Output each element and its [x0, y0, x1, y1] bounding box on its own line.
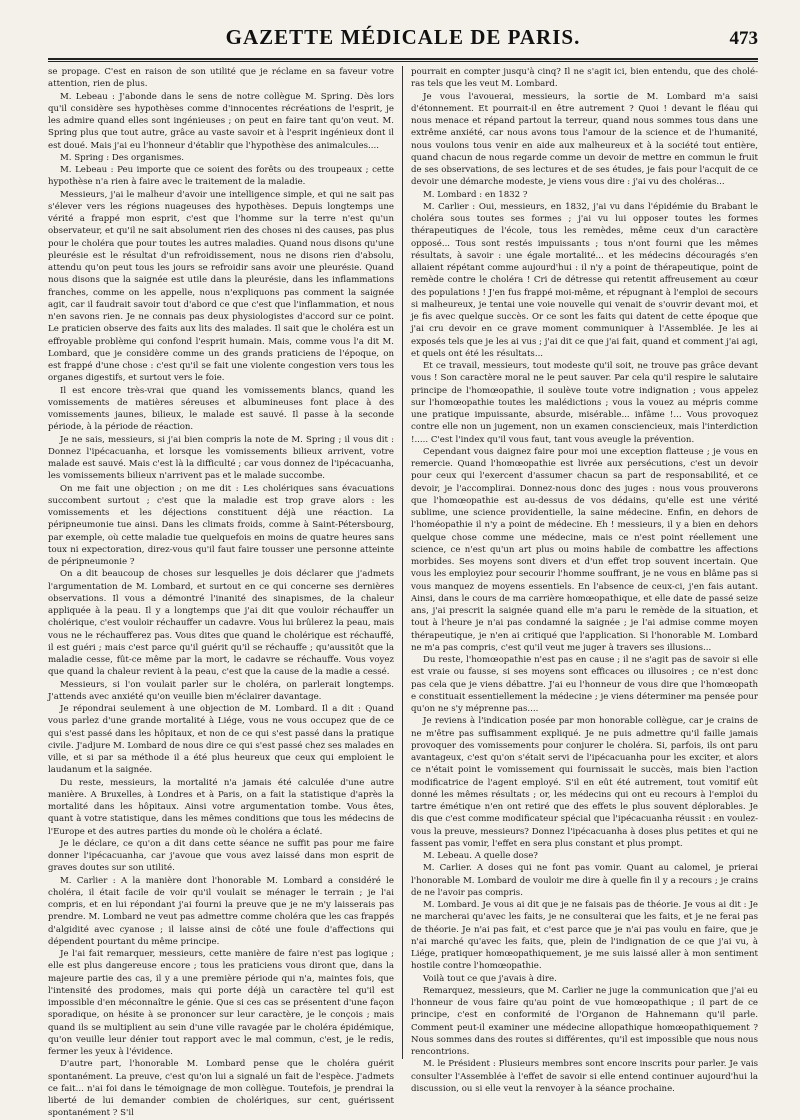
paragraph: M. Spring : Des organismes.: [60, 152, 184, 163]
page-number: 473: [729, 28, 758, 49]
paragraph: M. Carlier : Oui, messieurs, en 1832, j'ai vu dans l'épidémie du Brabant le choléra sous toutes ses formes ; j'ai vu lui opposer toutes les formes thérapeutiques de l'école, tous les remèdes, même ceux d'un caractère opposé... Tous sont restés impuissants ; tous n'ont fourni que les mêmes résultats, à savoir : une égale mortalité... et les médecins découragés s'en allaient répétant comme aujourd'hui : il n'y a point de thérapeutique, point de remède contre le choléra ! Cri de détresse qui retentit affreusement au cœur des populations ! J'en fus frappé moi-même, et répugnant à l'emploi de secours si malheureux, je tentai une voie nouvelle qui venait de s'ouvrir devant moi, et je fis avec quelque succès. Or ce sont les faits qui datent de cette époque que j'ai cru devoir en ce grave moment communiquer à l'Assemblée. Je les ai exposés tels que je les ai vus ; j'ai dit ce que j'ai fait, quand et comment j'ai agi, et quels ont été les résultats...: [411, 201, 758, 359]
text-columns: [48, 66, 758, 1119]
paragraph: Je vous l'avouerai, messieurs, la sortie de M. Lombard m'a saisi d'étonnement. Et pourrait-il en être autrement ? Quoi ! devant le fléau qui nous menace et répand partout la terreur, quand nous sommes tous dans une extrême anxiété, car nous avons tous l'amour de la science et de l'humanité, nous voulons tous venir en aide aux malheureux et à la société tout entière, quand chacun de nous regarde comme un devoir de mettre en commun le fruit de ses observations, de ses lectures et de ses études, je fais pour l'acquit de ce devoir une démarche modeste, je viens vous dire : j'ai vu des choléras...: [411, 91, 758, 188]
paragraph: Et ce travail, messieurs, tout modeste qu'il soit, ne trouve pas grâce devant vous ! Son caractère moral ne le peut sauver. Par cela qu'il respire le salutaire principe de l'homœopathie, il soulève toute votre indignation ; vous appelez sur l'homœopathie toutes les malédictions ; vous la vouez au mépris comme une pratique impuissante, absurde, misérable... infâme !... Vous provoquez contre elle non un jugement, non un examen consciencieux, mais l'interdiction !..... C'est l'index qu'il vous faut, tant vous aveugle la prévention.: [411, 361, 758, 445]
right-column: [403, 66, 758, 1094]
paragraph: M. Lombard. Je vous ai dit que je ne faisais pas de théorie. Je vous ai dit : Je ne marcherai qu'avec les faits, je ne consulterai que les faits, et je ne ferai pas de théorie. Je n'ai pas fait, et c'est parce que je n'ai pas voulu en faire, que je n'ai marché qu'avec les faits, que, plein de l'indignation de ce que j'ai vu, à Liége, pratiquer homœopathiquement, je me suis laissé aller à mon sentiment hostile contre l'homœopathie.: [411, 900, 758, 972]
paragraph: pourrait en compter jusqu'à cinq? Il ne s'agit ici, bien entendu, que des cholé-ras tels que les veut M. Lombard.: [411, 67, 758, 90]
paragraph: Je répondrai seulement à une objection de M. Lombard. Il a dit : Quand vous parlez d'une grande mortalité à Liége, vous ne vous occupez que de ce qui s'est passé dans les hôpitaux, et non de ce qui s'est passé dans la pratique civile. J'adjure M. Lombard de nous dire ce qui s'est passé chez ses malades en ville, et si par sa méthode il a été plus heureux que ceux qui emploient le laudanum et la saignée.: [48, 704, 394, 776]
paragraph: Du reste, messieurs, la mortalité n'a jamais été calculée d'une autre manière. A Bruxelles, à Londres et à Paris, on a fait la statistique d'après la mortalité dans les hôpitaux. Ainsi votre argumentation tombe. Vous êtes, quant à votre statistique, dans les mêmes conditions que tous les médecins de l'Europe et des autres parties du monde où le choléra a éclaté.: [48, 777, 394, 837]
paragraph: M. Carlier. A doses qui ne font pas vomir. Quant au calomel, je prierai l'honorable M. Lombard de vouloir me dire à quelle fin il y a recours ; je crains de ne l'avoir pas compris.: [411, 863, 758, 898]
paragraph: Je ne sais, messieurs, si j'ai bien compris la note de M. Spring ; il vous dit : Donnez l'ipécacuanha, et lorsque les vomissements bilieux arrivent, votre malade est sauvé. Mais c'est là la difficulté ; car vous donnez de l'ipécacuanha, les vomissements bilieux n'arrivent pas et le malade succombe.: [48, 434, 394, 482]
paragraph: Il est encore très-vrai que quand les vomissements blancs, quand les vomissements de matières séreuses et albumineuses font place à des vomissements jaunes, bilieux, le malade est sauvé. Il passe à la seconde période, à la période de réaction.: [48, 385, 394, 433]
paragraph: Messieurs, si l'on voulait parler sur le choléra, on parlerait longtemps. J'attends avec anxiété qu'on veuille bien m'éclairer davantage.: [48, 679, 394, 702]
paragraph: Du reste, l'homœopathie n'est pas en cause ; il ne s'agit pas de savoir si elle est vraie ou fausse, si ses moyens sont efficaces ou illusoires ; ce n'est donc pas cela que je viens débattre. J'ai eu l'honneur de vous dire que l'homœopath e constituait essentiellement la médecine ; je viens déterminer ma pensée pour qu'on ne s'y méprenne pas....: [411, 655, 758, 714]
paragraph: Messieurs, j'ai le malheur d'avoir une intelligence simple, et qui ne sait pas s'élever vers les régions nuageuses des hypothèses. Depuis longtemps une vérité a frappé mon esprit, c'est que l'homme sur la terre n'est qu'un observateur, et qu'il ne sait absolument rien des choses ni des causes, pas plus pour le choléra que pour toutes les autres maladies. Quand nous disons qu'une pleurésie est le résultat d'un refroidissement, nous ne disons rien d'absolu, attendu qu'on peut tous les jours se refroidir sans avoir une pleurésie. Quand nous disons que la saignée est utile dans la pleurésie, dans les inflammations franches, comme on les appelle, nous n'expliquons pas comment la saignée agit, car il faudrait savoir tout d'abord ce que c'est que l'inflammation, et nous n'en savons rien. Je ne connais pas deux physiologistes d'accord sur ce point. Le praticien observe des faits aux lits des malades. Il sait que le choléra est un effroyable problème qui confond l'esprit humain. Mais, comme vous l'a dit M. Lombard, que je considère comme un des grands praticiens de l'époque, on est frappé d'une chose : c'est qu'il se fait une violente congestion vers tous les organes digestifs, et surtout vers le foie.: [48, 189, 394, 384]
paragraph: M. Lebeau. A quelle dose?: [423, 851, 538, 861]
publication-title: GAZETTE MÉDICALE DE PARIS.: [225, 25, 581, 49]
paragraph: Remarquez, messieurs, que M. Carlier ne juge la communication que j'ai eu l'honneur de vous faire qu'au point de vue homœopathique ; il part de ce principe, c'est en conformité de l'Organon de Hahnemann qu'il parle. Comment peut-il examiner une médecine allopathique homœopathiquement ? Nous sommes dans des routes si différentes, qu'il est impossible que nous nous rencontrions.: [411, 985, 758, 1057]
paragraph: On me fait une objection ; on me dit : Les cholériques sans évacuations succombent surtout ; c'est que la maladie est trop grave alors : les vomissements et les déjections constituent déjà une réaction. La péripneumonie tue ainsi. Dans les climats froids, comme à Saint-Pétersbourg, par exemple, où cette maladie tue quelquefois en moins de quatre heures sans toux ni expectoration, direz-vous qu'il faut faire tousser une personne atteinte de péripneumonie ?: [48, 483, 394, 567]
paragraph: Voilà tout ce que j'avais à dire.: [423, 973, 557, 984]
paragraph: M. Carlier : A la manière dont l'honorable M. Lombard a considéré le choléra, il était facile de voir qu'il voulait se ménager le terrain ; je l'ai compris, et en lui répondant j'ai fourni la preuve que je ne m'y laisserais pas prendre. M. Lombard ne veut pas admettre comme choléra que les cas frappés d'algidité avec cyanose ; il laisse ainsi de côté une foule d'affections qui dépendent pourtant du même principe.: [48, 875, 394, 947]
paragraph: se propage. C'est en raison de son utilité que je réclame en sa faveur votre attention, rien de plus.: [48, 67, 394, 90]
paragraph: M. Lombard : en 1832 ?: [423, 189, 528, 200]
header-rule-thin: [48, 61, 758, 62]
paragraph: D'autre part, l'honorable M. Lombard pense que le choléra guérit spontanément. La preuve, c'est qu'on lui a signalé un fait de l'espèce. J'admets ce fait... n'ai foi dans le témoignage de mon collègue. Toutefois, je prendrai la liberté de lui demander combien de cholériques, sur cent, guérissent spontanément ? S'il: [48, 1059, 394, 1119]
paragraph: Je le déclare, ce qu'on a dit dans cette séance ne suffit pas pour me faire donner l'ipécacuanha, car j'avoue que vous avez laissé dans mon esprit de graves doutes sur son utilité.: [48, 838, 394, 874]
masthead: [48, 22, 758, 50]
paragraph: On a dit beaucoup de choses sur lesquelles je dois déclarer que j'admets l'argumentation de M. Lombard, et surtout en ce qui concerne ses dernières observations. Il vous a démontré l'inanité des sinapismes, de la chaleur appliquée à la peau. Il y a longtemps que j'ai dit que vouloir réchauffer un cholérique, c'est vouloir réchauffer un cadavre. Vous lui brûlerez la peau, mais vous ne le réchaufferez pas. Vous dites que quand le cholérique est réchauffé, il est guéri ; mais c'est parce qu'il guérit qu'il se réchauffe ; qu'aussitôt que la maladie cesse, fût-ce même par la mort, le cadavre se réchauffe. Vous voyez que quand la chaleur revient à la peau, c'est que la cause de la madie a cessé.: [48, 569, 394, 678]
paragraph: M. Lebeau : J'abonde dans le sens de notre collègue M. Spring. Dès lors qu'il considère ses hypothèses comme d'innocentes récréations de l'esprit, je les admire quand elles sont ingénieuses ; on peut en faire tant qu'on veut. M. Spring plus que tout autre, grâce au vaste savoir et à l'esprit ingénieux dont il est doué. Mais j'ai eu l'honneur d'établir que l'hypothèse des animalcules....: [48, 91, 394, 151]
paragraph: Je l'ai fait remarquer, messieurs, cette manière de faire n'est pas logique ; elle est plus dangereuse encore ; tous les praticiens vous diront que, dans la majeure partie des cas, il y a une première période qui n'a, maintes fois, que l'intensité des prodomes, mais qui porte déjà un caractère tel qu'il est impossible d'en méconnaître le génie. Que si ces cas se présentent d'une façon sporadique, on hésite à se prononcer sur leur caractère, je le conçois ; mais quand ils se multiplient au sein d'une ville ravagée par le choléra épidémique, qu'on veuille leur dénier tout rapport avec le mal commun, c'est, je le redis, fermer les yeux à l'évidence.: [48, 949, 394, 1057]
header-rule: [48, 58, 758, 60]
paragraph: M. le Président : Plusieurs membres sont encore inscrits pour parler. Je vais consulter l'Assemblée à l'effet de savoir si elle entend continuer aujourd'hui la discussion, ou si elle veut la renvoyer à la séance prochaine.: [411, 1059, 758, 1094]
paragraph: Cependant vous daignez faire pour moi une exception flatteuse ; je vous en remercie. Quand l'homœopathie est livrée aux persécutions, c'est un devoir pour ceux qui l'exercent d'assumer chacun sa part de responsabilité, et ce devoir, je l'accomplirai. Donnez-nous donc des juges : nous vous prouverons que l'homœopathie est au-dessus de vos dédains, qu'elle est une vérité sublime, une science providentielle, la saine médecine. Enfin, en dehors de l'homéopathie il n'y a point de médecine. Eh ! messieurs, il y a bien en dehors quelque chose comme une médecine, mais ce n'est point réellement une science, ce n'est qu'un art plus ou moins habile de combattre les affections morbides. Ses moyens sont divers et d'un effet trop souvent incertain. Que vous les employiez pour secourir l'homme souffrant, je ne vous en blâme pas si vous manquez de moyens essentiels. En l'absence de ceux-ci, j'en fais autant. Ainsi, dans le cours de ma carrière homœopathique, et elle date de passé seize ans, j'ai prescrit la saignée quand elle m'a paru le remède de la situation, et tout à l'heure je n'ai pas condamné la saignée ; je l'ai admise comme moyen thérapeutique, je n'en ai critiqué que l'application. Si l'honorable M. Lombard ne m'a pas compris, c'est qu'il veut me juger à travers ses illusions...: [411, 446, 758, 653]
left-column: [48, 66, 403, 1119]
paragraph: M. Lebeau : Peu importe que ce soient des forêts ou des troupeaux ; cette hypothèse n'a rien à faire avec le traitement de la maladie.: [48, 165, 394, 188]
paragraph: Je reviens à l'indication posée par mon honorable collègue, car je crains de ne m'être pas suffisamment expliqué. Je ne puis admettre qu'il faille jamais provoquer des vomissements pour conjurer le choléra. Si, parfois, ils ont paru avantageux, c'est qu'on s'était servi de l'ipécacuanha pour les exciter, et alors ce n'était point le vomissement qui fournissait le succès, mais bien l'action modificatrice de l'agent employé. S'il en eût été autrement, tout vomitif eût donné les mêmes résultats ; or, les médecins qui ont eu recours à l'emploi du tartre émétique n'en ont retiré que des effets le plus souvent déplorables. Je dis que c'est comme modificateur spécial que l'ipécacuanha réussit : en voulez-vous la preuve, messieurs? Donnez l'ipécacuanha à doses plus petites et qui ne fassent pas vomir, l'effet en sera plus constant et plus prompt.: [411, 716, 758, 849]
